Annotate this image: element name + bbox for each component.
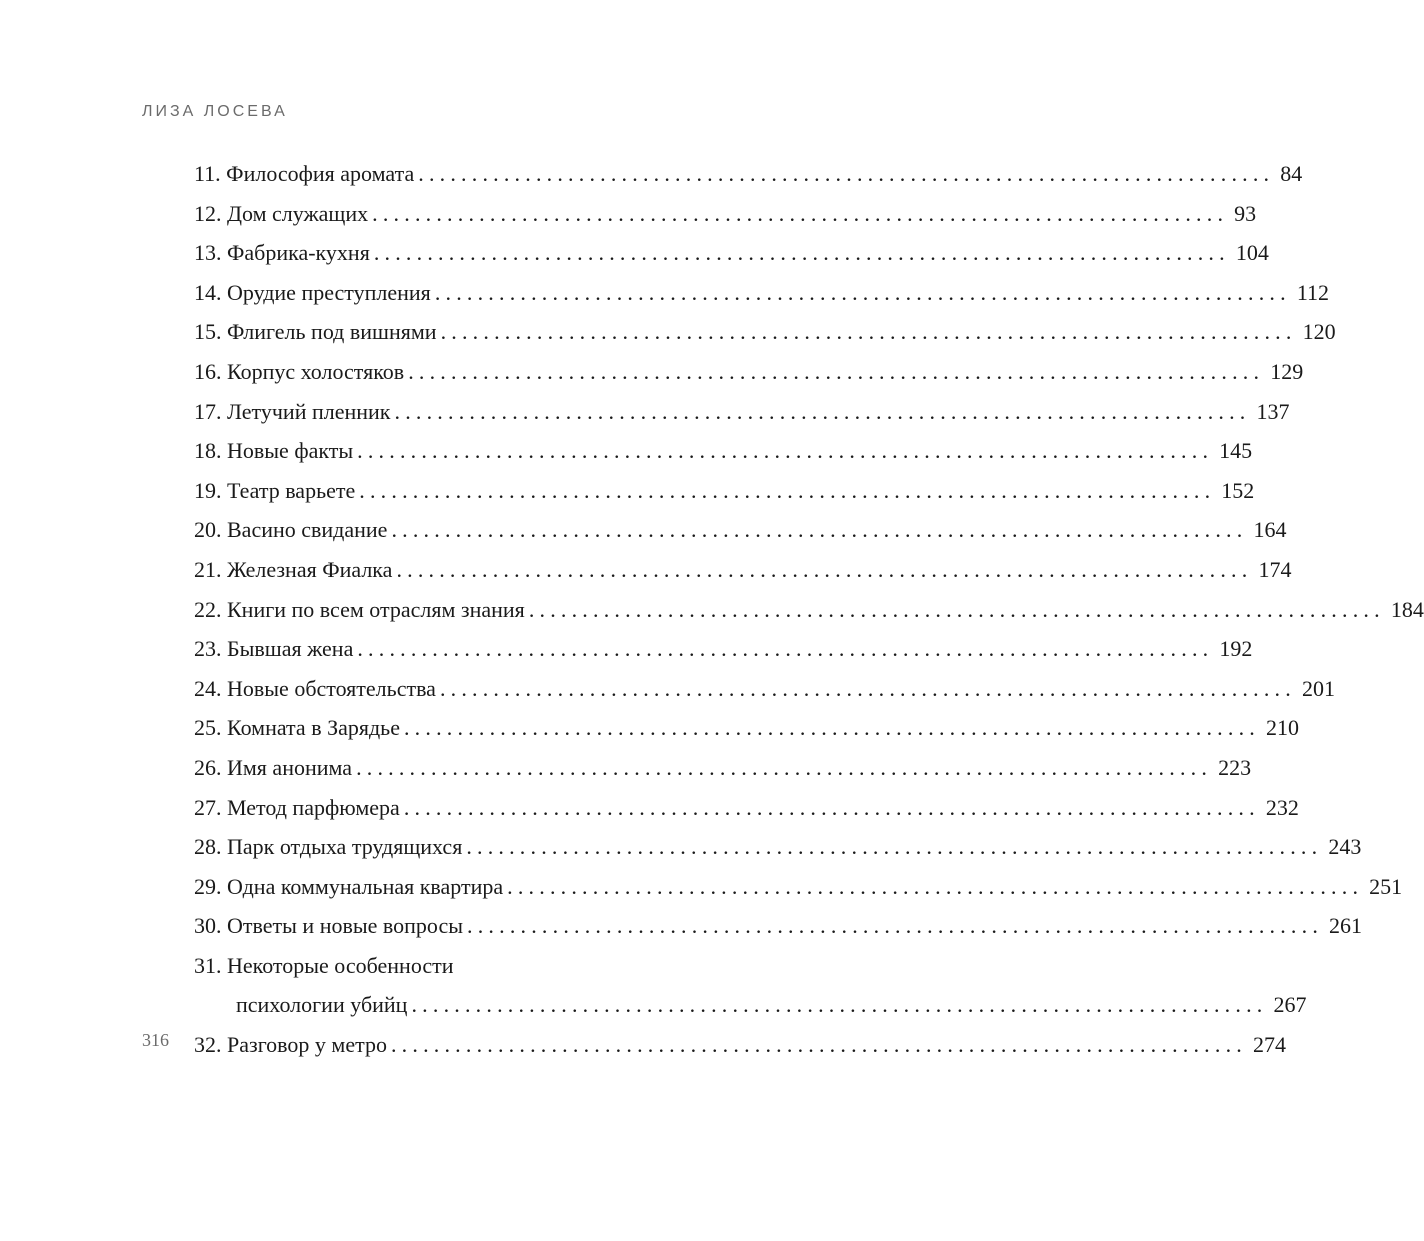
toc-entry <box>194 510 1287 550</box>
toc-entry-page: 137 <box>1256 398 1290 424</box>
dot-leader: ................................................................................ <box>390 1032 1247 1058</box>
toc-entry-page: 152 <box>1221 477 1255 503</box>
running-header: ЛИЗА ЛОСЕВА <box>142 103 288 120</box>
toc-entry-title: 14. Орудие преступления <box>194 279 431 305</box>
toc-entry-page: 243 <box>1328 834 1362 860</box>
toc-entry <box>194 312 1336 352</box>
toc-entry-page: 120 <box>1302 319 1336 345</box>
dot-leader: ................................................................................ <box>357 636 1214 662</box>
toc-entry <box>194 708 1299 748</box>
dot-leader: ................................................................................ <box>359 477 1216 503</box>
toc-entry-title: 25. Комната в Зарядье <box>194 715 400 741</box>
table-of-contents <box>194 154 1424 1065</box>
dot-leader: ................................................................................ <box>466 834 1323 860</box>
toc-entry-page: 145 <box>1219 438 1253 464</box>
toc-entry-page: 174 <box>1258 556 1292 582</box>
toc-entry-page: 251 <box>1369 873 1403 899</box>
toc-entry <box>194 352 1304 392</box>
dot-leader: ................................................................................ <box>439 675 1296 701</box>
toc-entry <box>194 827 1362 867</box>
dot-leader: ................................................................................ <box>373 240 1230 266</box>
toc-entry-page: 84 <box>1280 161 1303 186</box>
toc-entry-title: 11. Философия аромата <box>194 161 415 186</box>
toc-entry-page: 267 <box>1273 992 1307 1018</box>
toc-entry-page: 129 <box>1270 358 1304 384</box>
toc-entry <box>194 867 1403 907</box>
toc-entry-title: 24. Новые обстоятельства <box>194 675 436 701</box>
dot-leader: ................................................................................ <box>528 596 1385 622</box>
toc-entry-title: 28. Парк отдыха трудящихся <box>194 834 463 860</box>
dot-leader: ................................................................................ <box>394 398 1251 424</box>
page-number: 316 <box>142 1030 169 1050</box>
dot-leader: ................................................................................ <box>467 913 1324 939</box>
toc-entry <box>194 788 1299 828</box>
dot-leader: ................................................................................ <box>408 358 1265 384</box>
toc-entry-title: 20. Васино свидание <box>194 517 388 543</box>
toc-entry-page: 93 <box>1234 200 1257 226</box>
toc-entry-title: психологии убийц <box>236 992 408 1018</box>
toc-entry-title: 23. Бывшая жена <box>194 636 354 662</box>
dot-leader: ................................................................................ <box>372 200 1229 226</box>
toc-entry <box>194 629 1253 669</box>
dot-leader: ................................................................................ <box>507 873 1364 899</box>
toc-entry <box>194 392 1290 432</box>
dot-leader: ................................................................................ <box>391 517 1248 543</box>
toc-entry-page: 210 <box>1265 715 1299 741</box>
toc-entry-title: 15. Флигель под вишнями <box>194 319 437 345</box>
dot-leader: ................................................................................ <box>396 556 1253 582</box>
dot-leader: ................................................................................ <box>356 754 1213 780</box>
toc-entry <box>194 590 1424 630</box>
toc-entry <box>194 471 1255 511</box>
dot-leader: ................................................................................ <box>440 319 1297 345</box>
toc-entry-page: 232 <box>1265 794 1299 820</box>
toc-entry-page: 104 <box>1235 240 1269 266</box>
toc-entry <box>194 1025 1286 1065</box>
toc-entry-page: 201 <box>1301 675 1335 701</box>
toc-entry <box>194 194 1257 234</box>
toc-entry-page: 192 <box>1219 636 1253 662</box>
toc-entry <box>194 550 1292 590</box>
toc-entry-title: 12. Дом служащих <box>194 200 369 226</box>
toc-entry <box>194 154 1303 194</box>
toc-entry-title: 17. Летучий пленник <box>194 398 391 424</box>
toc-entry-title: 31. Некоторые особенности <box>194 952 454 978</box>
toc-entry <box>194 233 1269 273</box>
dot-leader: ................................................................................ <box>418 161 1275 186</box>
toc-entry-title: 32. Разговор у метро <box>194 1032 387 1058</box>
toc-entry-title: 13. Фабрика-кухня <box>194 240 370 266</box>
dot-leader: ................................................................................ <box>434 279 1291 305</box>
toc-entry-title: 21. Железная Фиалка <box>194 556 393 582</box>
toc-entry-page: 112 <box>1296 279 1329 305</box>
toc-entry <box>194 906 1363 946</box>
toc-entry-title: 16. Корпус холостяков <box>194 358 405 384</box>
toc-entry-title: 22. Книги по всем отраслям знания <box>194 596 525 622</box>
dot-leader: ................................................................................ <box>411 992 1268 1018</box>
toc-entry <box>194 748 1252 788</box>
toc-entry-page: 261 <box>1329 913 1363 939</box>
toc-entry-title: 18. Новые факты <box>194 438 354 464</box>
toc-entry-title: 19. Театр варьете <box>194 477 356 503</box>
toc-entry <box>194 273 1329 313</box>
toc-entry <box>194 946 1307 1025</box>
toc-entry-page: 274 <box>1252 1032 1286 1058</box>
dot-leader: ................................................................................ <box>403 794 1260 820</box>
toc-entry <box>194 669 1335 709</box>
toc-entry-page: 184 <box>1390 596 1424 622</box>
toc-entry-title: 30. Ответы и новые вопросы <box>194 913 464 939</box>
dot-leader: ................................................................................ <box>403 715 1260 741</box>
toc-entry-title: 26. Имя анонима <box>194 754 353 780</box>
toc-entry-page: 223 <box>1218 754 1252 780</box>
toc-entry-page: 164 <box>1253 517 1287 543</box>
dot-leader: ................................................................................ <box>357 438 1214 464</box>
toc-entry-title: 27. Метод парфюмера <box>194 794 400 820</box>
toc-entry-title: 29. Одна коммунальная квартира <box>194 873 504 899</box>
toc-entry <box>194 431 1253 471</box>
